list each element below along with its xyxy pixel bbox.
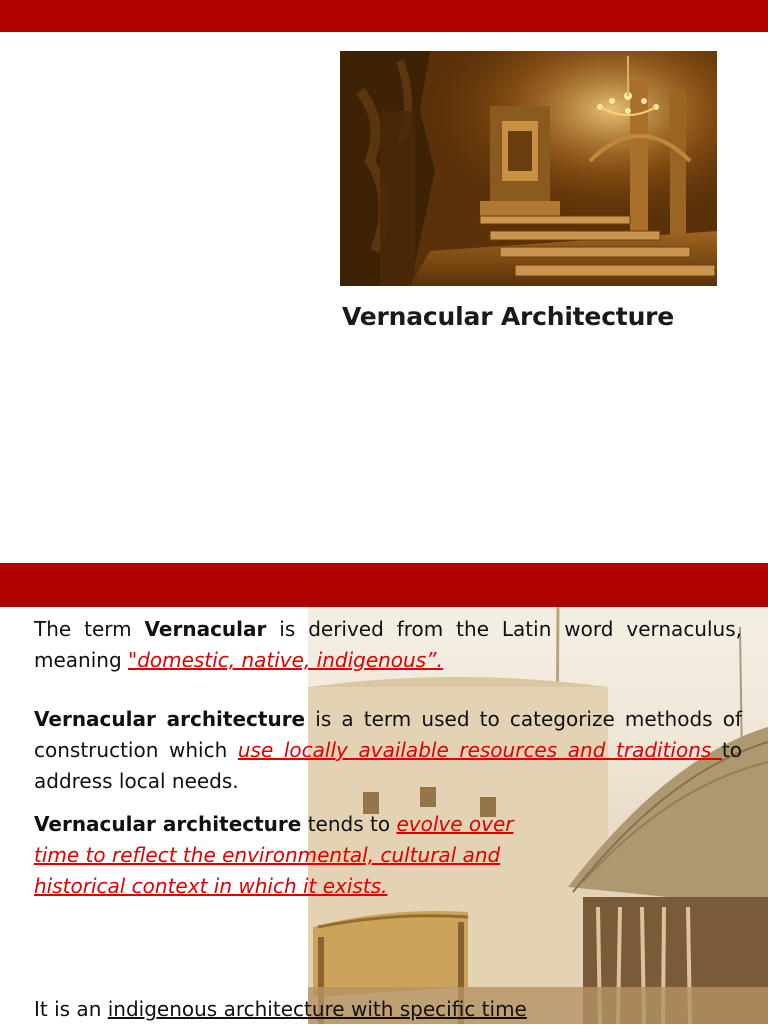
slide-header-bar-2 (0, 563, 768, 607)
p2-middle: is a term used to categorize methods of construction which (34, 707, 742, 762)
p4-intro: It is an (34, 997, 108, 1021)
slide-header-bar (0, 0, 768, 32)
p2-term: Vernacular architecture (34, 707, 306, 731)
paragraph-definition (34, 704, 742, 797)
chapel-photo (340, 51, 717, 286)
p1-meaning: "domestic, native, indigenous”. (128, 648, 443, 672)
p1-term: Vernacular (144, 617, 267, 641)
p4-highlight: indigenous architecture with specific time (107, 997, 527, 1021)
p3-highlight: evolve over time to reflect the environmental, cultural and historical context in which it exists. (34, 812, 514, 898)
paragraph-evolution (34, 809, 564, 902)
p3-middle: tends to (301, 812, 397, 836)
p1-intro: The term (34, 617, 145, 641)
p1-middle: is derived from the Latin word vernaculus, meaning (34, 617, 742, 672)
p2-end: to address local needs. (34, 738, 742, 793)
p2-highlight: use locally available resources and traditions (237, 738, 722, 762)
paragraph-etymology (34, 614, 742, 676)
paragraph-indigenous (34, 994, 742, 1025)
p3-term: Vernacular architecture (34, 812, 302, 836)
slide-title: Vernacular Architecture (342, 302, 675, 331)
